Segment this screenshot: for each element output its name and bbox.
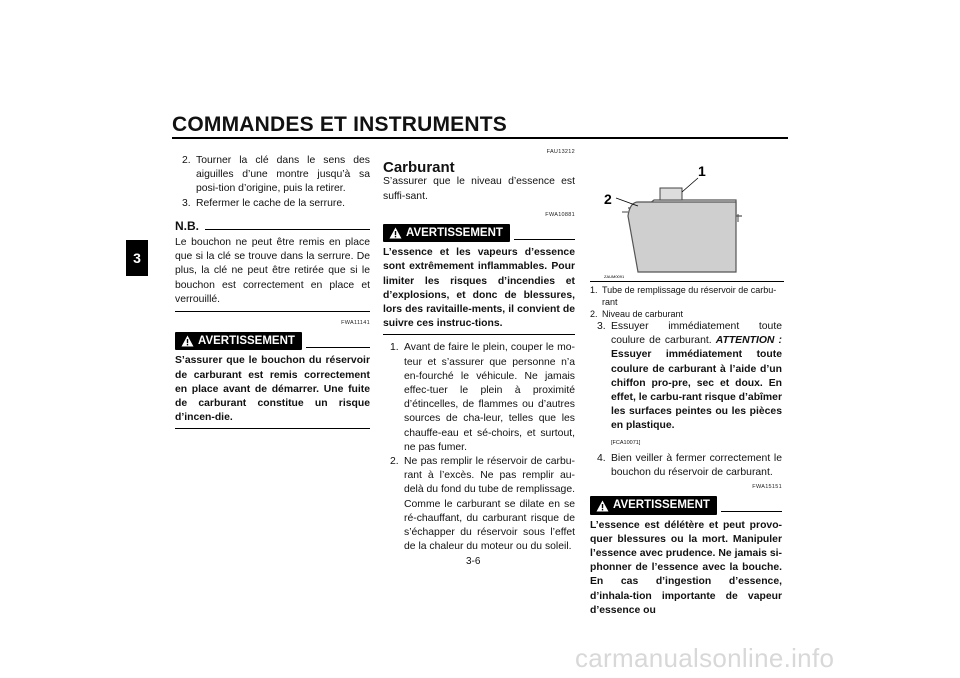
list-item-number: 4.: [597, 452, 606, 464]
figure-code: ZAUM0091: [604, 274, 625, 279]
list-item-text: Essuyer immédiatement toute coulure de carburant.: [611, 321, 782, 347]
caption-item: [590, 308, 786, 320]
page-number: 3-6: [466, 556, 481, 567]
caption-number: 2.: [590, 309, 598, 319]
warning-code: FWA11141: [341, 320, 370, 327]
caption-number: 1.: [590, 285, 598, 295]
note-label: N.B.: [175, 218, 199, 233]
figure-captions: [590, 284, 786, 320]
warning-label: AVERTISSEMENT: [198, 335, 295, 348]
list-item-number: 2.: [390, 456, 399, 468]
list-item-number: 2.: [182, 155, 191, 166]
list-item-text: Avant de faire le plein, couper le mo-teur et s’assurer que personne n’a en-fourché le véhicule. Ne jamais effec-tuer le plein à proximité d’étincelles, de flammes ou d’autres sources de cha-leur, telles que les chauffe-eau et sé-choirs, et surtout, ne pas fumer.: [404, 342, 575, 453]
warning-label: AVERTISSEMENT: [613, 499, 710, 512]
list-item-text: Bien veiller à fermer correctement le bouchon du réservoir de carburant.: [611, 452, 782, 479]
list-item: [383, 341, 575, 455]
section-code: FAU13212: [546, 149, 575, 155]
callout-2: 2: [604, 191, 612, 207]
list-item-text: Refermer le cache de la serrure.: [196, 197, 345, 209]
list-item-number: 3.: [182, 197, 191, 209]
caption-text: Niveau de carburant: [602, 309, 684, 319]
warning-header: [175, 332, 370, 350]
note-rule: [205, 229, 370, 230]
warning-triangle-icon: [389, 227, 402, 239]
warning-rule: [514, 239, 575, 240]
list-item: [383, 455, 575, 554]
note-text: Le bouchon ne peut être remis en place que si la clé se trouve dans la serrure. De plus, la clé ne peut être retirée que si le bouchon est correctement en place et verrouillé.: [175, 237, 370, 305]
warning-header: [590, 496, 782, 514]
warning-triangle-icon: [596, 500, 609, 512]
list-item: [175, 197, 370, 211]
warning-text: L’essence est délétère et peut provo-quer blessures ou la mort. Manipuler l’essence avec prudence. Ne jamais si-phonner de l’essence avec la bouche. En cas d’ingestion d’essence, d’inhala-tion importante de vapeur d’essence ou: [590, 519, 782, 616]
warning-triangle-icon: [181, 335, 194, 347]
warning-end-rule: [175, 428, 370, 429]
caption-item: [590, 284, 786, 308]
fuel-tank-figure: [598, 160, 784, 280]
caption-text: Tube de remplissage du réservoir de carbu-rant: [602, 285, 777, 307]
warning-end-rule: [383, 334, 575, 335]
warning-text: L’essence et les vapeurs d’essence sont extrêmement inflammables. Pour limiter les risques d’incendies et d’explosions, et donc de blessures, lors des ravitaille-ments, il convient de suivre ces instruc-tions.: [383, 247, 575, 330]
note-end-rule: [175, 311, 370, 312]
warning-label: AVERTISSEMENT: [406, 227, 503, 240]
column-2: [383, 145, 575, 554]
chapter-tab: 3: [126, 240, 148, 276]
caption-top-rule: [590, 281, 784, 282]
list-item-text: Tourner la clé dans le sens des aiguilles d’une montre jusqu’à sa posi-tion d’origine, puis la retirer.: [196, 155, 370, 195]
list-item-number: 3.: [597, 321, 606, 332]
warning-code: FWA10881: [545, 211, 575, 218]
warning-header: [383, 224, 575, 242]
warning-badge: [383, 224, 510, 242]
watermark: carmanualsonline.info: [575, 643, 835, 673]
callout-1: 1: [698, 163, 706, 179]
list-item: [590, 320, 782, 434]
caution-code: [FCA10071]: [611, 439, 641, 446]
list-item-number: 1.: [390, 342, 399, 354]
note-header: [175, 219, 370, 233]
warning-text: S’assurer que le bouchon du réservoir de carburant est remis correctement en place avant de démarrer. Une fuite de carburant constitue un risque d’incen-die.: [175, 355, 370, 424]
page-title: COMMANDES ET INSTRUMENTS: [172, 113, 507, 136]
warning-rule: [721, 511, 782, 512]
column-3: [590, 320, 782, 618]
warning-badge: [590, 496, 717, 514]
fuel-tank-diagram: [598, 160, 784, 280]
attention-label: ATTENTION :: [715, 335, 782, 347]
list-item: [175, 154, 370, 197]
section-title: Carburant: [383, 159, 455, 177]
column-1: [175, 154, 370, 429]
warning-code: FWA15151: [752, 484, 782, 491]
title-underline: [172, 137, 788, 139]
section-intro: S’assurer que le niveau d’essence est suffi-sant.: [383, 176, 575, 202]
warning-badge: [175, 332, 302, 350]
warning-rule: [306, 347, 370, 348]
attention-text: Essuyer immédiatement toute coulure de carburant à l’aide d’un chiffon pro-pre, sec et doux. En effet, le carbu-rant risque d’abîmer les surfaces peintes ou les pièces en plastique.: [611, 349, 782, 432]
list-item-text: Ne pas remplir le réservoir de carbu-rant à l’excès. Ne pas remplir au-delà du fond du tube de remplissage. Comme le carburant se dilate en se ré-chauffant, du carburant risque de s’échapper du réservoir sous l’effet de la chaleur du moteur ou du soleil.: [404, 456, 575, 553]
list-item: [590, 452, 782, 480]
